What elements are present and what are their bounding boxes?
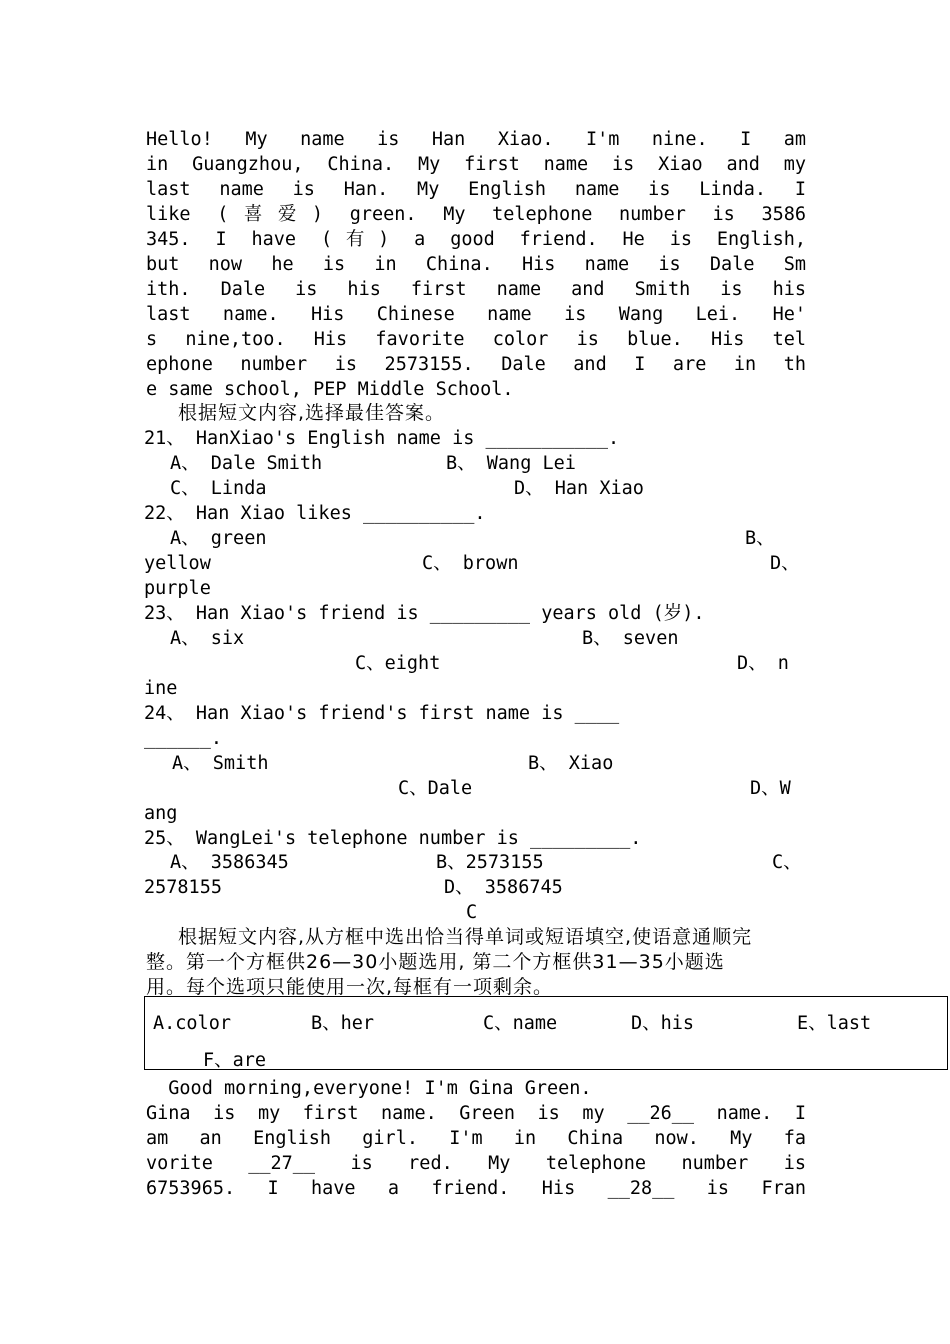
q22-option-d-text: purple [144,578,211,599]
q22-option-c: C、 brown [422,553,519,574]
q22-option-a: A、 green [170,528,267,549]
passage-c-line: 6753965. I have a friend. His __28__ is Fran [146,1178,806,1199]
q21-option-c: C、 Linda [170,478,267,499]
passage-c-line: Good morning,everyone! I'm Gina Green. [146,1078,592,1099]
question-21-stem: 21、 HanXiao's English name is ___________. [144,428,620,449]
q25-option-a: A、 3586345 [170,852,289,873]
q23-option-c: C、eight [355,653,441,674]
passage-c-line: am an English girl. I'm in China now. My fa [146,1128,806,1149]
q22-option-b-text: yellow [144,553,211,574]
q21-option-a: A、 Dale Smith [170,453,323,474]
q24-option-d-text: ang [144,803,178,824]
passage-line: Hello! My name is Han Xiao. I'm nine. I am [146,129,806,150]
passage-line: e same school, PEP Middle School. [146,379,514,400]
q24-option-d: D、W [750,778,791,799]
passage-c-line: Gina is my first name. Green is my __26__ name. I [146,1103,806,1124]
q21-option-b: B、 Wang Lei [446,453,576,474]
passage-line: but now he is in China. His name is Dale Sm [146,254,806,275]
word-option-a: A.color [153,1013,231,1034]
word-option-d: D、his [631,1013,695,1034]
q24-option-b: B、 Xiao [528,753,614,774]
passage-line: s nine,too. His favorite color is blue. His tel [146,329,806,350]
q25-option-c: C、 [772,852,802,873]
q24-option-c: C、Dale [398,778,473,799]
passage-line: last name. His Chinese name is Wang Lei. He' [146,304,806,325]
instruction-c-line: 整。第一个方框供26—30小题选用, 第二个方框供31—35小题选 [146,951,725,973]
word-option-b: B、her [311,1013,375,1034]
passage-line: ith. Dale is his first name and Smith is his [146,279,806,300]
q21-option-d: D、 Han Xiao [514,478,644,499]
word-option-f: F、are [203,1050,267,1071]
q22-option-b: B、 [745,528,775,549]
passage-line: in Guangzhou, China. My first name is Xiao and my [146,154,806,175]
question-24-stem-cont: ______. [144,728,222,749]
passage-line: last name is Han. My English name is Linda. I [146,179,806,200]
instruction-b: 根据短文内容,选择最佳答案。 [178,402,446,424]
q23-option-d: D、 n [737,653,789,674]
q25-option-c-text: 2578155 [144,877,222,898]
question-23-stem: 23、 Han Xiao's friend is _________ years old (岁). [144,603,705,624]
q24-option-a: A、 Smith [172,753,269,774]
q23-option-b: B、 seven [582,628,679,649]
section-c-label: C [466,902,478,923]
q22-option-d: D、 [770,553,800,574]
q23-option-d-text: ine [144,678,178,699]
q23-option-a: A、 six [170,628,245,649]
passage-line: ephone number is 2573155. Dale and I are in th [146,354,806,375]
question-22-stem: 22、 Han Xiao likes __________. [144,503,486,524]
passage-line: 345. I have (有) a good friend. He is English, [146,229,806,250]
instruction-c-line: 用。每个选项只能使用一次,每框有一项剩余。 [146,976,554,998]
q25-option-b: B、2573155 [436,852,544,873]
q25-option-d: D、 3586745 [444,877,563,898]
passage-c-line: vorite __27__ is red. My telephone number is [146,1153,806,1174]
passage-line: like (喜爱) green. My telephone number is 3586 [146,204,806,225]
instruction-c-line: 根据短文内容,从方框中选出恰当得单词或短语填空,使语意通顺完 [178,926,753,948]
question-24-stem: 24、 Han Xiao's friend's first name is ____ [144,703,620,724]
word-box [144,996,948,1070]
question-25-stem: 25、 WangLei's telephone number is _________. [144,828,642,849]
word-option-c: C、name [483,1013,558,1034]
word-option-e: E、last [797,1013,872,1034]
